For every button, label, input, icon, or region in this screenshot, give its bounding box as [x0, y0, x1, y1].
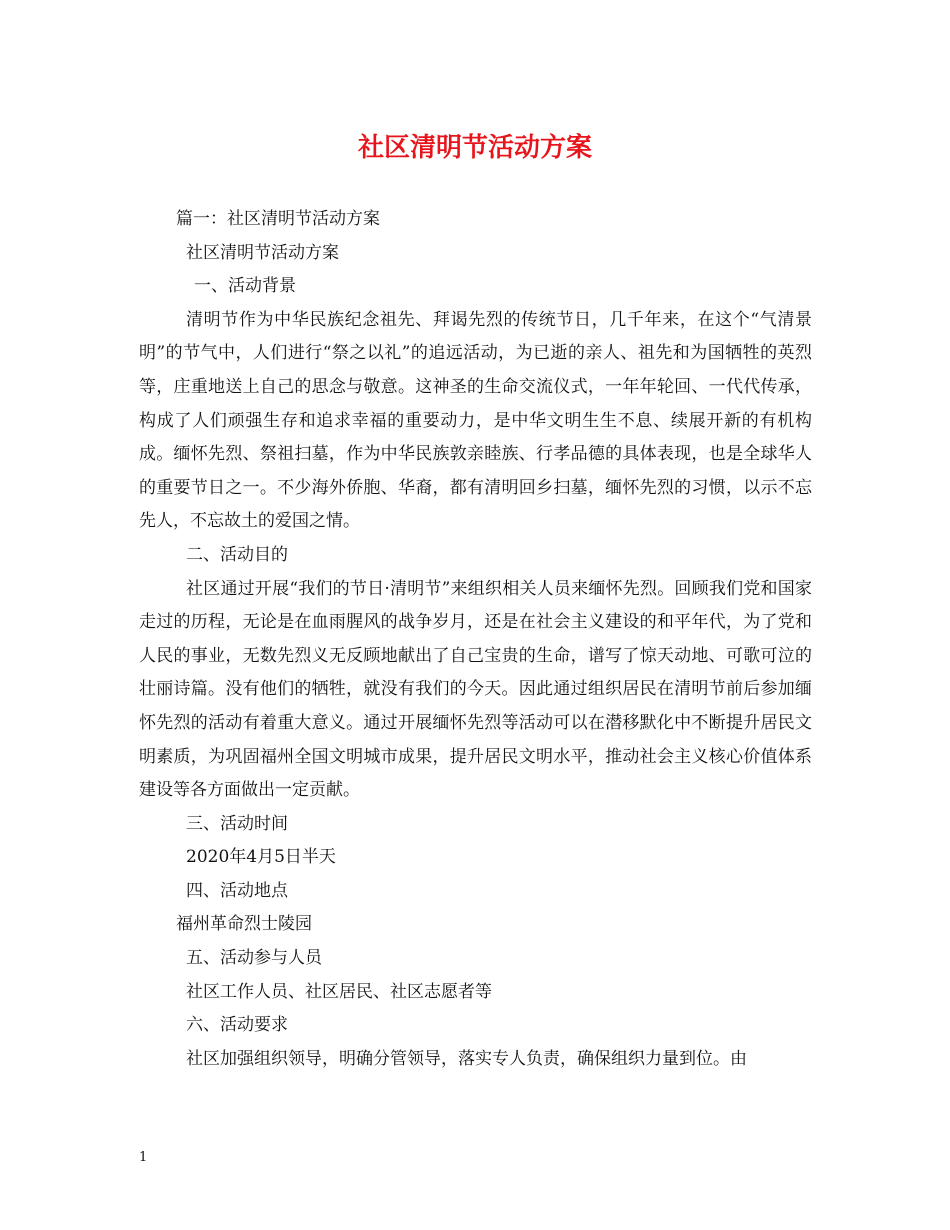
heading-participants: 五、活动参与人员 [186, 948, 322, 969]
heading-purpose: 二、活动目的 [186, 544, 288, 565]
page-number: 1 [139, 1150, 148, 1165]
activity-participants: 社区工作人员、社区居民、社区志愿者等 [186, 981, 492, 1002]
heading-background: 一、活动背景 [194, 276, 296, 297]
activity-location: 福州革命烈士陵园 [176, 914, 312, 935]
activity-time: 2020年4月5日半天 [186, 847, 336, 868]
paragraph-purpose: 社区通过开展“我们的节日·清明节”来组织相关人员来缅怀先烈。回顾我们党和国家走过的历程，无论是在血雨腥风的战争岁月，还是在社会主义建设的和平年代，为了党和人民的事业，无数先烈义无反顾地献出了自己宝贵的生命，谱写了惊天动地、可歌可泣的壮丽诗篇。没有他们的牺牲，就没有我们的今天。因此通过组织居民在清明节前后参加缅怀先烈的活动有着重大意义。通过开展缅怀先烈等活动可以在潜移默化中不断提升居民文明素质，为巩固福州全国文明城市成果，提升居民文明水平，推动社会主义核心价值体系建设等各方面做出一定贡献。 [139, 578, 812, 801]
section-title: 社区清明节活动方案 [186, 242, 339, 263]
heading-time: 三、活动时间 [186, 813, 288, 834]
heading-location: 四、活动地点 [186, 880, 288, 901]
paragraph-requirements: 社区加强组织领导，明确分管领导，落实专人负责，确保组织力量到位。由 [186, 1048, 747, 1069]
document-title: 社区清明节活动方案 [357, 133, 592, 163]
paragraph-background: 清明节作为中华民族纪念祖先、拜谒先烈的传统节日，几千年来，在这个“气清景明”的节气中，人们进行“祭之以礼”的追远活动，为已逝的亲人、祖先和为国牺牲的英烈等，庄重地送上自己的思念与敬意。这神圣的生命交流仪式，一年年轮回、一代代传承，构成了人们顽强生存和追求幸福的重要动力，是中华文明生生不息、续展开新的有机构成。缅怀先烈、祭祖扫墓，作为中华民族敦亲睦族、行孝品德的具体表现，也是全球华人的重要节日之一。不少海外侨胞、华裔，都有清明回乡扫墓，缅怀先烈的习惯，以示不忘先人，不忘故土的爱国之情。 [139, 309, 812, 532]
heading-requirements: 六、活动要求 [186, 1015, 288, 1036]
document-body [139, 203, 812, 1076]
article-label: 篇一：社区清明节活动方案 [176, 209, 380, 229]
